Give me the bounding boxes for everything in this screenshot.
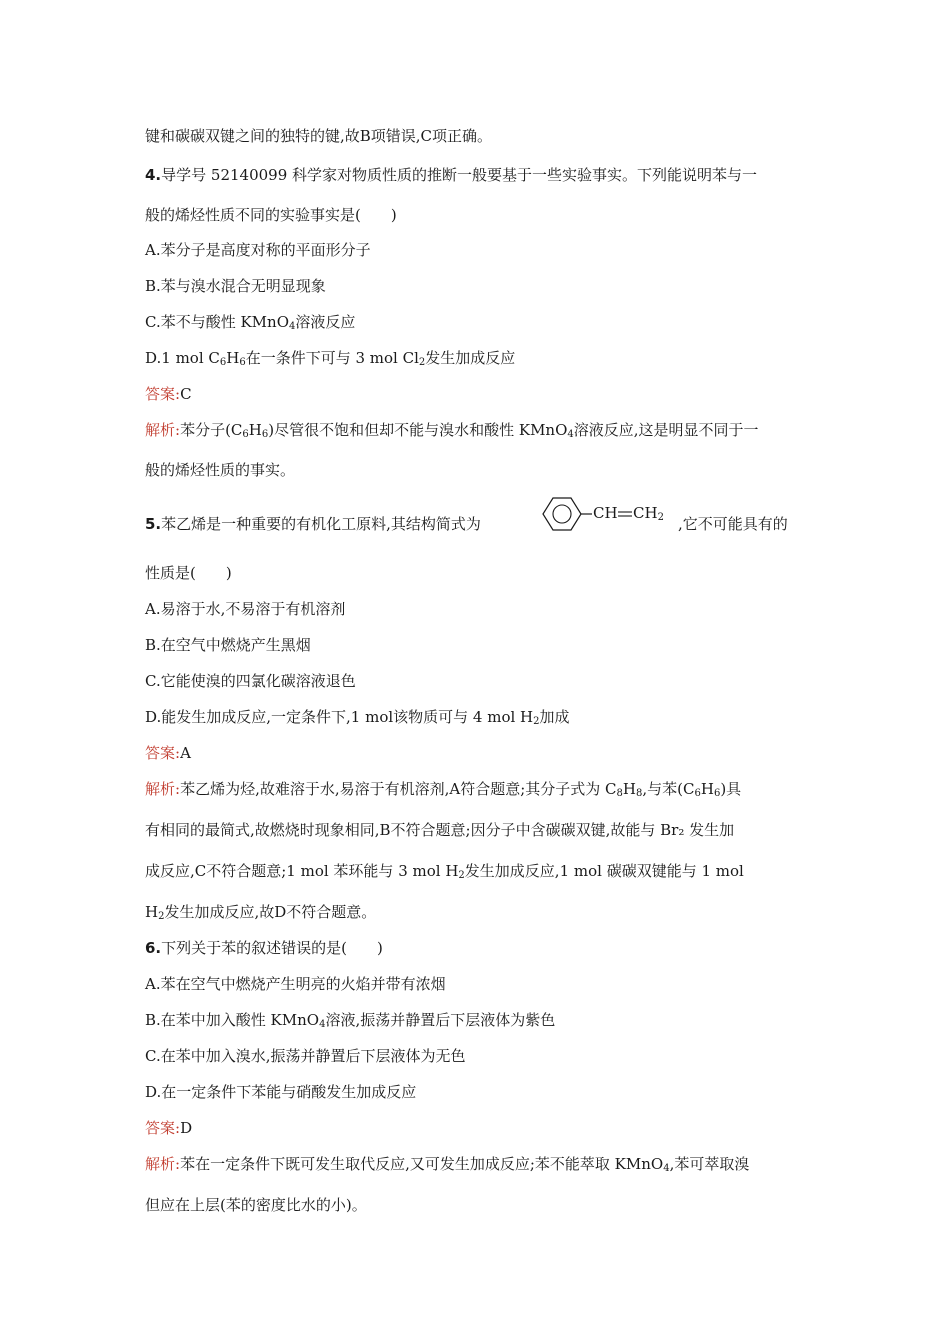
option-a: A.苯分子是高度对称的平面形分子 — [145, 241, 371, 259]
explanation-label: 解析: — [145, 780, 181, 798]
explanation-cont: 成反应,C不符合题意;1 mol 苯环能与 3 mol $H_2$发生加成反应,1 mol 碳碳双键能与 1 mol — [145, 862, 744, 881]
explanation-cont: $H_2$发生加成反应,故D不符合题意。 — [145, 903, 377, 922]
explanation-cont: 但应在上层(苯的密度比水的小)。 — [145, 1196, 367, 1214]
question-5-stem: 5.苯乙烯是一种重要的有机化工原料,其结构简式为 — [145, 515, 481, 533]
explanation-label: 解析: — [145, 1155, 181, 1173]
explanation: 解析:苯乙烯为烃,故难溶于水,易溶于有机溶剂,A符合题意;其分子式为 $C_8H_8$,与苯$(C_6H_6)$具 — [145, 780, 742, 799]
question-4-stem: 4.导学号 52140099 科学家对物质性质的推断一般要基于一些实验事实。下列能说明苯与一 — [145, 166, 758, 184]
question-4-stem-cont: 般的烯烃性质不同的实验事实是( ) — [145, 206, 397, 224]
answer: 答案:C — [145, 385, 192, 403]
question-number: 4. — [145, 166, 162, 184]
styrene-structure — [535, 492, 675, 536]
explanation-cont: 有相同的最简式,故燃烧时现象相同,B不符合题意;因分子中含碳碳双键,故能与 Br₂ 发生加 — [145, 821, 735, 839]
explanation: 解析:苯分子$(C_6H_6)$尽管很不饱和但却不能与溴水和酸性 KMnO$_4$溶液反应,这是明显不同于一 — [145, 421, 759, 440]
question-number: 6. — [145, 939, 162, 957]
option-b: B.在苯中加入酸性 KMnO$_4$溶液,振荡并静置后下层液体为紫色 — [145, 1011, 556, 1030]
ch2-group: $CH_2$ — [633, 504, 664, 523]
text-line: 键和碳碳双键之间的独特的键,故B项错误,C项正确。 — [145, 127, 493, 145]
question-number: 5. — [145, 515, 162, 533]
option-d: D.在一定条件下苯能与硝酸发生加成反应 — [145, 1083, 417, 1101]
explanation-cont: 般的烯烃性质的事实。 — [145, 461, 296, 479]
answer-label: 答案: — [145, 385, 181, 403]
answer: 答案:A — [145, 744, 191, 762]
option-a: A.苯在空气中燃烧产生明亮的火焰并带有浓烟 — [145, 975, 446, 993]
option-c: C.苯不与酸性 KMnO$_4$溶液反应 — [145, 313, 356, 332]
option-c: C.在苯中加入溴水,振荡并静置后下层液体为无色 — [145, 1047, 466, 1065]
option-d: D.1 mol $C_6H_6$在一条件下可与 3 mol $Cl_2$发生加成反应 — [145, 349, 516, 368]
answer-label: 答案: — [145, 744, 181, 762]
ch-group: CH — [593, 504, 618, 522]
explanation: 解析:苯在一定条件下既可发生取代反应,又可发生加成反应;苯不能萃取 KMnO$_4$,苯可萃取溴 — [145, 1155, 750, 1174]
question-5-stem-cont: 性质是( ) — [145, 564, 232, 582]
answer-label: 答案: — [145, 1119, 181, 1137]
option-a: A.易溶于水,不易溶于有机溶剂 — [145, 600, 346, 618]
option-d: D.能发生加成反应,一定条件下,1 mol该物质可与 4 mol $H_2$加成 — [145, 708, 570, 727]
answer: 答案:D — [145, 1119, 193, 1137]
question-5-stem-tail: ,它不可能具有的 — [678, 515, 788, 533]
explanation-label: 解析: — [145, 421, 181, 439]
question-6-stem: 6.下列关于苯的叙述错误的是( ) — [145, 939, 383, 957]
option-b: B.苯与溴水混合无明显现象 — [145, 277, 326, 295]
option-b: B.在空气中燃烧产生黑烟 — [145, 636, 311, 654]
option-c: C.它能使溴的四氯化碳溶液退色 — [145, 672, 356, 690]
